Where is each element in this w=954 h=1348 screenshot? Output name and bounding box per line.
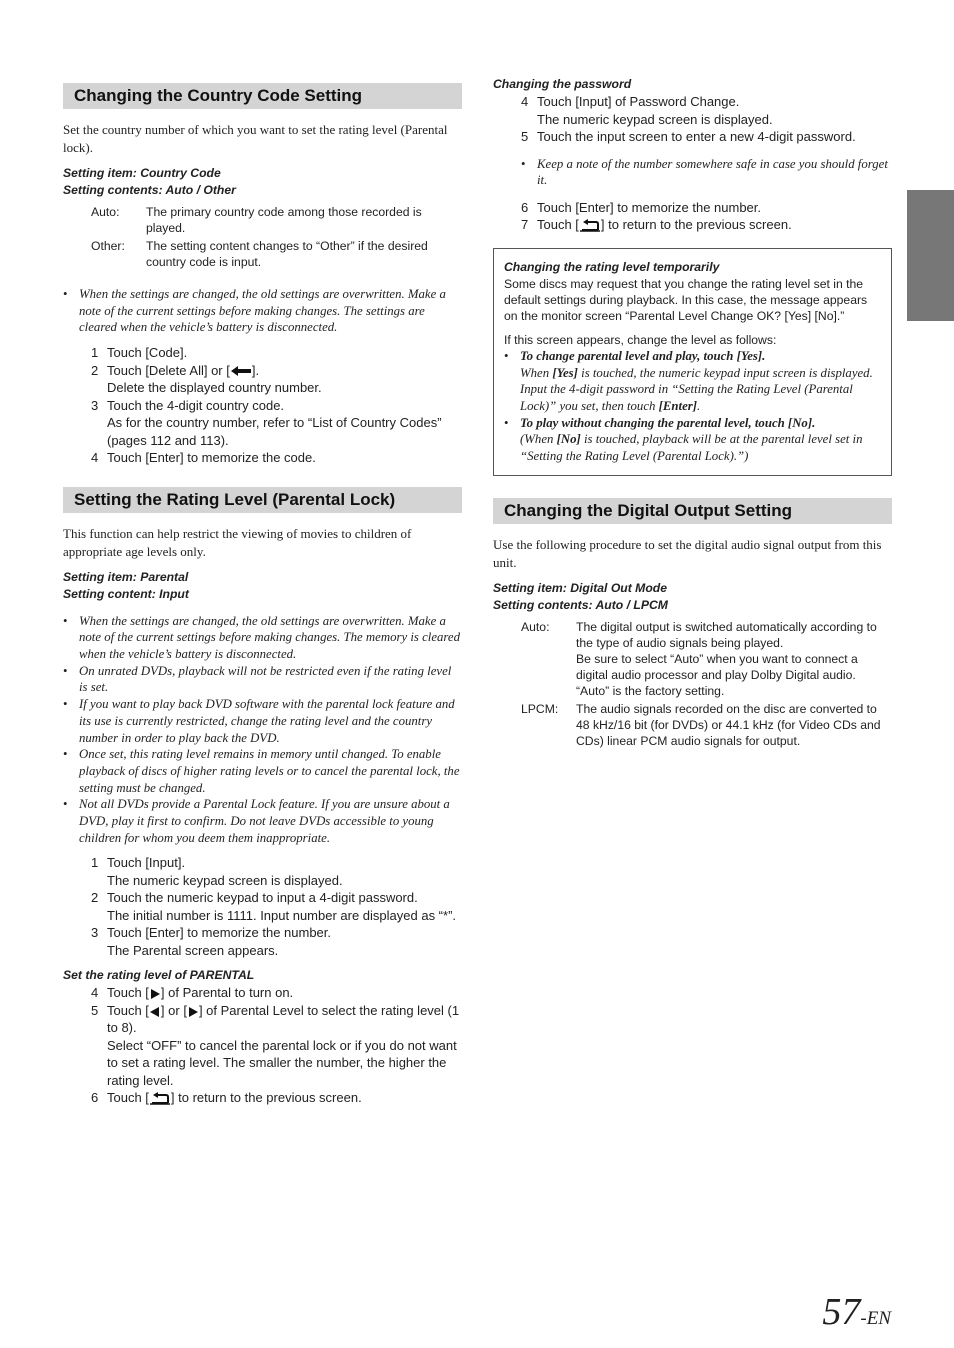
country-setting-contents: Setting contents: Auto / Other xyxy=(63,183,236,197)
step-item: 2 Touch [Delete All] or [ ]. Delete the displayed country number. xyxy=(91,362,322,396)
left-triangle-icon xyxy=(149,1006,161,1018)
parental-intro: This function can help restrict the viewing of movies to children of appropriate age levels only. xyxy=(63,525,412,559)
return-icon xyxy=(579,219,601,233)
password-notes xyxy=(521,156,892,189)
option-yes: • To change parental level and play, touch [Yes]. When [Yes] is touched, the numeric keypad input screen is displayed. Input the 4-digit password in “Setting the Rating Level (Parental Lock)” you set, then touch [Enter]. xyxy=(504,348,881,415)
backspace-arrow-icon xyxy=(230,365,252,377)
country-notes xyxy=(63,286,462,336)
step-item: 1 Touch [Code]. xyxy=(91,345,188,361)
temp-options xyxy=(504,348,881,465)
password-label: Changing the password xyxy=(493,77,632,91)
step-item: 5 Touch [ ] or [ ] of Parental Level to select the rating level (1 to 8). Select “OFF” to cancel the parental lock or if you do not want to set a rating level. The smaller the number, the higher the rating level. xyxy=(91,1002,460,1088)
parental-setting-item: Setting item: Parental xyxy=(63,569,189,584)
temporary-change-box xyxy=(493,248,892,476)
country-setting-item: Setting item: Country Code xyxy=(63,166,221,180)
digital-setting-item: Setting item: Digital Out Mode xyxy=(493,580,668,595)
def-row: Auto: The digital output is switched automatically according to the type of audio signals being played. Be sure to select “Auto” when you want to connect a digital audio processor and play Dolby Digital audio. “Auto” is the factory setting. xyxy=(521,619,877,698)
note-item: • Once set, this rating level remains in memory until changed. To enable playback of discs of higher rating levels or to cancel the parental lock, the setting must be changed. xyxy=(63,746,462,796)
rating-steps xyxy=(63,984,462,1107)
section-title-digital: Changing the Digital Output Setting xyxy=(493,498,892,524)
section-title-country: Changing the Country Code Setting xyxy=(63,83,462,109)
rating-level-label: Set the rating level of PARENTAL xyxy=(63,968,255,983)
password-steps-2 xyxy=(493,199,892,234)
country-intro: Set the country number of which you want to set the rating level (Parental lock). xyxy=(63,122,448,155)
section-title-parental: Setting the Rating Level (Parental Lock) xyxy=(63,487,462,513)
temp-paragraph-2: If this screen appears, change the level as follows: xyxy=(504,332,777,347)
note-item: • Not all DVDs provide a Parental Lock feature. If you are unsure about a DVD, play it first to confirm. Do not leave DVDs accessible to young children for whom you deem them inappropriate. xyxy=(63,796,462,846)
step-item: 1 Touch [Input]. The numeric keypad screen is displayed. xyxy=(91,855,343,888)
def-row: Other: The setting content changes to “Other” if the desired country code is input. xyxy=(91,239,428,269)
step-item: 7 Touch [ ] to return to the previous screen. xyxy=(521,217,792,233)
page-number: 57-EN xyxy=(822,1291,891,1333)
note-item: • When the settings are changed, the old settings are overwritten. Make a note of the current settings before making changes. The memory is cleared when the vehicle’s battery is disconnected. xyxy=(63,613,462,663)
step-item: 3 Touch [Enter] to memorize the number. The Parental screen appears. xyxy=(91,925,332,958)
step-item: 4 Touch [Enter] to memorize the code. xyxy=(91,450,316,466)
note-item: • Keep a note of the number somewhere safe in case you should forget it. xyxy=(521,156,892,189)
password-steps xyxy=(493,93,892,146)
temp-paragraph: Some discs may request that you change the rating level set in the default settings during playback. In this case, the message appears on the monitor screen “Parental Level Change OK? [Yes] [No].” xyxy=(504,276,868,323)
side-tab xyxy=(907,190,954,321)
parental-notes xyxy=(63,613,462,847)
digital-setting-contents: Setting contents: Auto / LPCM xyxy=(493,597,668,612)
step-item: 6 Touch [ ] to return to the previous screen. xyxy=(91,1090,362,1106)
return-icon xyxy=(149,1092,171,1106)
note-item: • If you want to play back DVD software with the parental lock feature and its use is currently restricted, change the rating level and the country number in order to play back the DVD. xyxy=(63,696,462,746)
right-triangle-icon xyxy=(187,1006,199,1018)
note-item: • On unrated DVDs, playback will not be restricted even if the rating level is set. xyxy=(63,663,462,696)
step-item: 4 Touch [ ] of Parental to turn on. xyxy=(91,985,294,1001)
parental-setting-content: Setting content: Input xyxy=(63,586,189,601)
option-no: • To play without changing the parental level, touch [No]. (When [No] is touched, playback will be at the parental level set in “Setting the Rating Level (Parental Lock).”) xyxy=(504,415,881,465)
note-item: • When the settings are changed, the old settings are overwritten. Make a note of the current settings before making changes. The settings are cleared when the vehicle’s battery is disconnected. xyxy=(63,286,462,336)
step-item: 2 Touch the numeric keypad to input a 4-digit password. The initial number is 1111. Input number are displayed as “*”. xyxy=(91,890,457,923)
right-column xyxy=(493,76,892,749)
play-right-icon xyxy=(149,988,161,1000)
step-item: 4 Touch [Input] of Password Change. The numeric keypad screen is displayed. xyxy=(521,94,773,127)
step-item: 3 Touch the 4-digit country code. As for the country number, refer to “List of Country Codes” (pages 112 and 113). xyxy=(91,397,442,448)
def-row: Auto: The primary country code among those recorded is played. xyxy=(91,205,422,235)
country-steps xyxy=(63,344,462,467)
parental-steps xyxy=(63,854,462,959)
step-item: 5 Touch the input screen to enter a new 4-digit password. xyxy=(521,129,856,144)
digital-intro: Use the following procedure to set the digital audio signal output from this unit. xyxy=(493,536,882,570)
step-item: 6 Touch [Enter] to memorize the number. xyxy=(521,199,762,215)
def-row: LPCM: The audio signals recorded on the disc are converted to 48 kHz/16 bit (for DVDs) or 44.1 kHz (for Video CDs and CDs) linear PCM audio signals for output. xyxy=(521,701,881,748)
temp-label: Changing the rating level temporarily xyxy=(504,259,720,274)
left-column xyxy=(63,83,462,1107)
